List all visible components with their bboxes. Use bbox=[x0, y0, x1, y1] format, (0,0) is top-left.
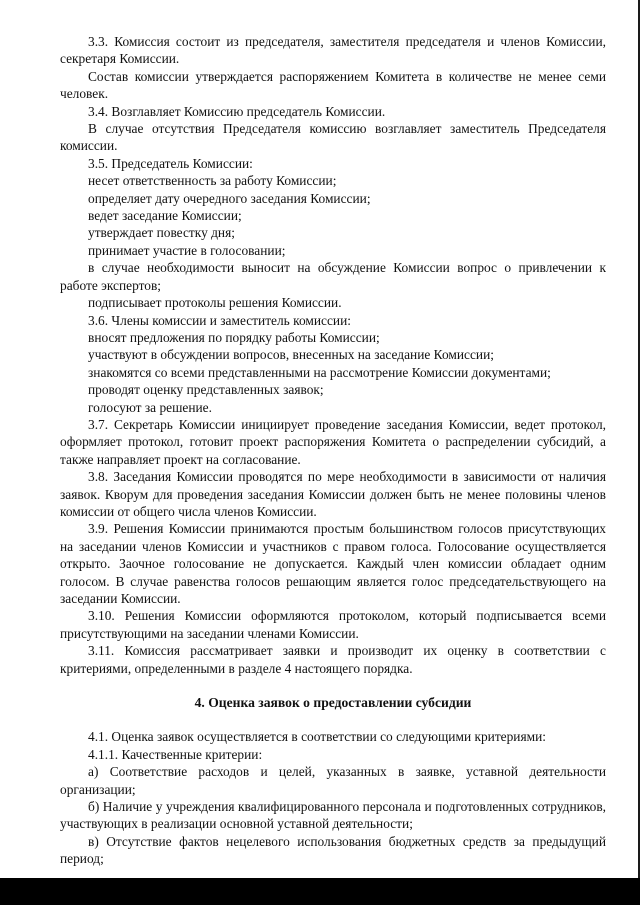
section-heading: 4. Оценка заявок о предоставлении субсидии bbox=[194, 695, 472, 711]
list-item: ведет заседание Комиссии; bbox=[88, 208, 242, 224]
paragraph: а) Соответствие расходов и целей, указанных в заявке, уставной деятельности организации; bbox=[60, 764, 606, 797]
list-item: подписывает протоколы решения Комиссии. bbox=[88, 295, 342, 311]
list-item: голосуют за решение. bbox=[88, 399, 212, 415]
paragraph: 3.5. Председатель Комиссии: bbox=[88, 155, 253, 171]
paragraph: 4.1. Оценка заявок осуществляется в соответствии со следующими критериями: bbox=[88, 729, 546, 745]
list-item: в случае необходимости выносит на обсуждение Комиссии вопрос о привлечении к работе экспертов; bbox=[60, 260, 606, 293]
list-item: вносят предложения по порядку работы Комиссии; bbox=[88, 329, 380, 345]
paragraph: б) Наличие у учреждения квалифицированного персонала и подготовленных сотрудников, участвующих в реализации основной уставной деятельности; bbox=[60, 799, 606, 832]
list-item: участвуют в обсуждении вопросов, внесенных на заседание Комиссии; bbox=[88, 347, 494, 363]
paragraph: 3.9. Решения Комиссии принимаются простым большинством голосов присутствующих на заседании членов Комиссии и участников с правом голоса. Голосование осуществляется открыто. Заочное голосование не допускается. Каждый член комиссии обладает одним голосом. В случае равенства голосов решающим является голос председательствующего на заседании Комиссии. bbox=[60, 521, 606, 606]
list-item: определяет дату очередного заседания Комиссии; bbox=[88, 190, 371, 206]
paragraph: В случае отсутствия Председателя комиссию возглавляет заместитель Председателя комиссии. bbox=[60, 121, 606, 154]
paragraph: 3.3. Комиссия состоит из председателя, заместителя председателя и членов Комиссии, секретаря Комиссии. bbox=[60, 34, 606, 67]
list-item: знакомятся со всеми представленными на рассмотрение Комиссии документами; bbox=[88, 364, 551, 380]
list-item: несет ответственность за работу Комиссии; bbox=[88, 173, 337, 189]
paragraph: 4.1.1. Качественные критерии: bbox=[88, 746, 263, 762]
paragraph: 3.6. Члены комиссии и заместитель комиссии: bbox=[88, 312, 351, 328]
paragraph: 3.11. Комиссия рассматривает заявки и производит их оценку в соответствии с критериями, определенными в разделе 4 настоящего порядка. bbox=[60, 643, 606, 676]
paragraph: 3.7. Секретарь Комиссии инициирует проведение заседания Комиссии, ведет протокол, оформляет протокол, готовит проект распоряжения Комитета о распределении субсидий, а также направляет проект на согласование. bbox=[60, 416, 606, 467]
list-item: принимает участие в голосовании; bbox=[88, 242, 286, 258]
list-item: утверждает повестку дня; bbox=[88, 225, 235, 241]
paragraph: 3.10. Решения Комиссии оформляются протоколом, который подписывается всеми присутствующими на заседании членами Комиссии. bbox=[60, 608, 606, 641]
paragraph: 3.4. Возглавляет Комиссию председатель Комиссии. bbox=[88, 103, 386, 119]
document-body bbox=[60, 33, 606, 868]
paragraph: 3.8. Заседания Комиссии проводятся по мере необходимости в зависимости от наличия заявок. Кворум для проведения заседания Комиссии должен быть не менее половины членов комиссии от общего числа членов Комиссии. bbox=[60, 469, 606, 519]
section-3-paragraphs bbox=[60, 33, 606, 677]
paragraph: в) Отсутствие фактов нецелевого использования бюджетных средств за предыдущий период; bbox=[60, 833, 606, 867]
section-4-paragraphs bbox=[60, 728, 606, 867]
scan-bottom-border bbox=[0, 878, 640, 905]
list-item: проводят оценку представленных заявок; bbox=[88, 382, 324, 398]
paragraph: Состав комиссии утверждается распоряжением Комитета в количестве не менее семи человек. bbox=[60, 68, 606, 102]
